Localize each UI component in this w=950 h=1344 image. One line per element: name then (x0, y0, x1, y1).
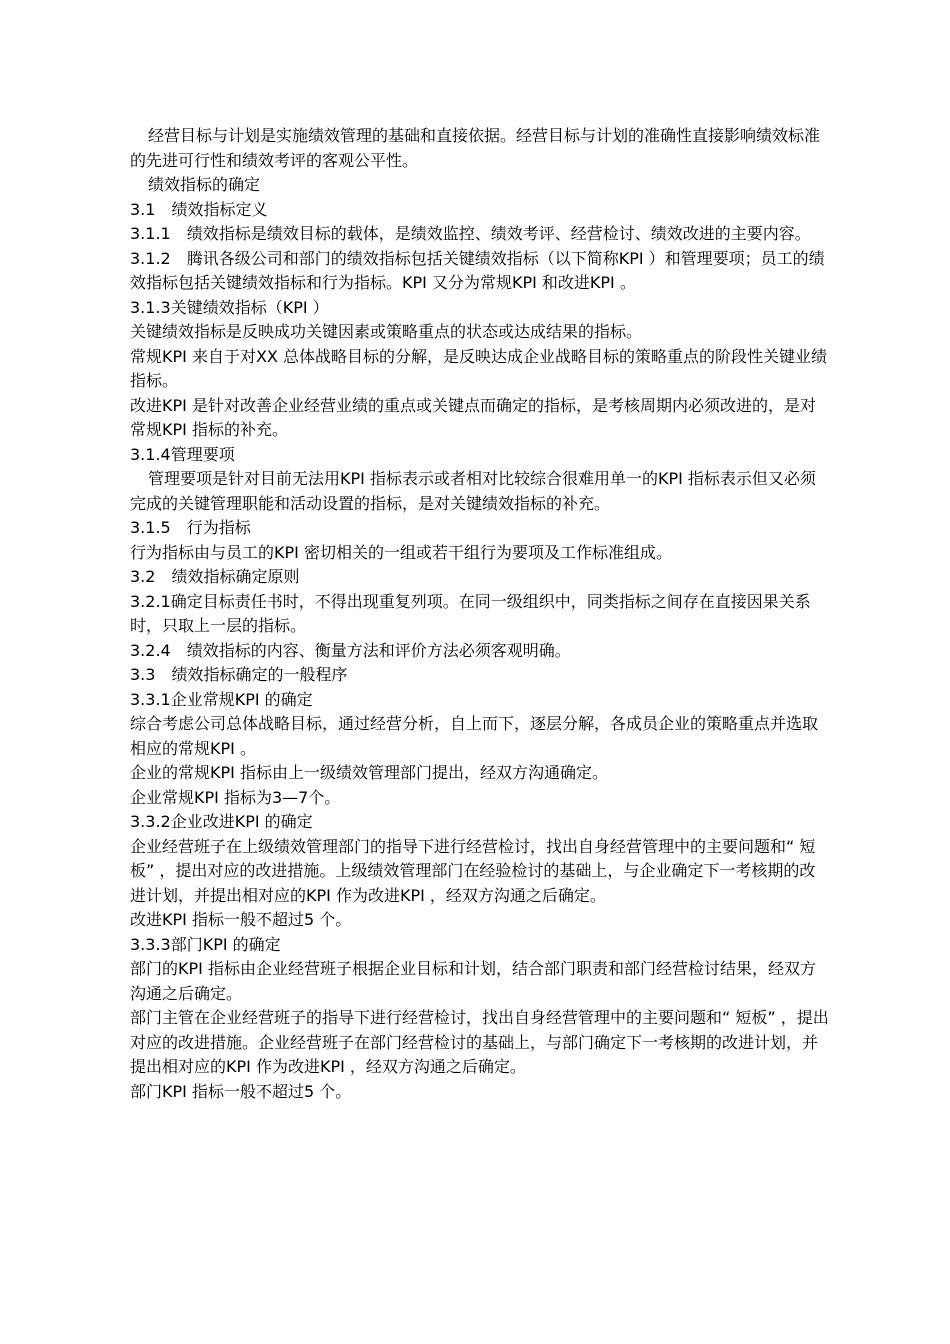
paragraph: 3.2.4 绩效指标的内容、衡量方法和评价方法必须客观明确。 (130, 640, 571, 660)
paragraph: 经营目标与计划是实施绩效管理的基础和直接依据。经营目标与计划的准确性直接影响绩效标准的先进可行性和绩效考评的客观公平性。 (130, 126, 821, 170)
paragraph: 3.1.1 绩效指标是绩效目标的载体，是绩效监控、绩效考评、经营检讨、绩效改进的主要内容。 (130, 224, 811, 243)
paragraph: 部门KPI 指标一般不超过5 个。 (130, 1081, 352, 1101)
section-heading: 3.2 绩效指标确定原则 (130, 567, 300, 586)
section-heading: 3.1 绩效指标定义 (130, 199, 268, 219)
paragraph: 改进KPI 指标一般不超过5 个。 (130, 910, 352, 929)
paragraph: 企业经营班子在上级绩效管理部门的指导下进行经营检讨，找出自身经营管理中的主要问题和“ 短板” ，提出对应的改进措施。上级绩效管理部门在经验检讨的基础上，与企业确定下一考核期的改进计划，并提出相对应的KPI 作为改进KPI ，经双方沟通之后确定。 (130, 836, 816, 905)
paragraph: 3.1.2 腾讯各级公司和部门的绩效指标包括关键绩效指标（以下简称KPI ）和管理要项；员工的绩效指标包括关键绩效指标和行为指标。KPI 又分为常规KPI 和改进KPI 。 (130, 248, 825, 292)
paragraph: 关键绩效指标是反映成功关键因素或策略重点的状态或达成结果的指标。 (130, 322, 643, 341)
section-heading: 3.3.1企业常规KPI 的确定 (130, 689, 313, 709)
paragraph: 3.2.1确定目标责任书时，不得出现重复列项。在同一级组织中，同类指标之间存在直接因果关系时，只取上一层的指标。 (130, 591, 811, 635)
paragraph: 部门的KPI 指标由企业经营班子根据企业目标和计划，结合部门职责和部门经营检讨结果，经双方沟通之后确定。 (130, 959, 816, 1003)
paragraph: 部门主管在企业经营班子的指导下进行经营检讨，找出自身经营管理中的主要问题和“ 短板” ，提出对应的改进措施。企业经营班子在部门经营检讨的基础上，与部门确定下一考核期的改进计划，并提出相对应的KPI 作为改进KPI ，经双方沟通之后确定。 (130, 1008, 829, 1076)
paragraph: 综合考虑公司总体战略目标，通过经营分析，自上而下，逐层分解，各成员企业的策略重点并选取相应的常规KPI 。 (130, 714, 819, 758)
section-heading: 3.1.3关键绩效指标（KPI ） (130, 297, 329, 317)
section-heading: 3.3.3部门KPI 的确定 (130, 934, 281, 954)
paragraph: 常规KPI 来自于对XX 总体战略目标的分解，是反映达成企业战略目标的策略重点的阶段性关键业绩指标。 (130, 346, 827, 390)
document-body (130, 124, 830, 1104)
section-heading: 3.3.2企业改进KPI 的确定 (130, 812, 313, 831)
paragraph: 企业的常规KPI 指标由上一级绩效管理部门提出，经双方沟通确定。 (130, 763, 608, 782)
paragraph: 行为指标由与员工的KPI 密切相关的一组或若干组行为要项及工作标准组成。 (130, 542, 672, 562)
paragraph: 改进KPI 是针对改善企业经营业绩的重点或关键点而确定的指标，是考核周期内必须改进的，是对常规KPI 指标的补充。 (130, 395, 816, 439)
paragraph: 管理要项是针对目前无法用KPI 指标表示或者相对比较综合很难用单一的KPI 指标表示但又必须完成的关键管理职能和活动设置的指标，是对关键绩效指标的补充。 (130, 469, 816, 513)
paragraph: 企业常规KPI 指标为3—7个。 (130, 787, 341, 807)
section-heading: 3.3 绩效指标确定的一般程序 (130, 665, 348, 684)
section-heading: 绩效指标的确定 (148, 175, 261, 194)
section-heading: 3.1.4管理要项 (130, 444, 235, 464)
section-heading: 3.1.5 行为指标 (130, 518, 251, 537)
